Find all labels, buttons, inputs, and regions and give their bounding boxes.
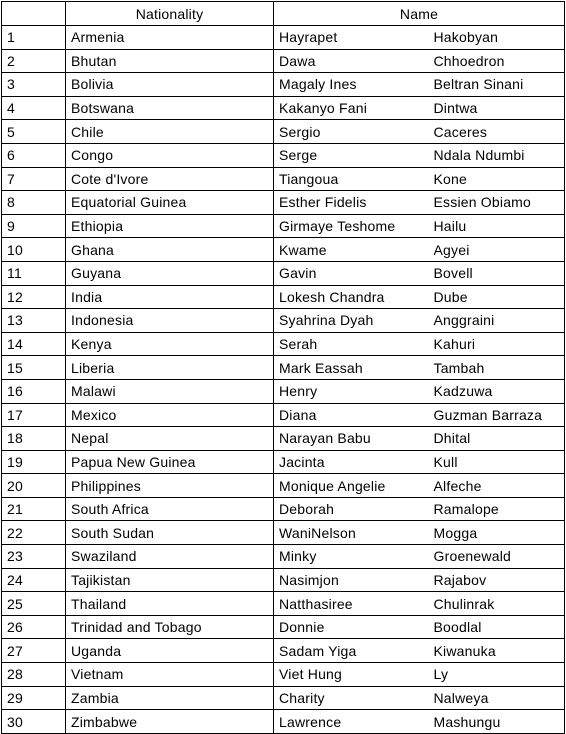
family-name-cell: Kahuri — [429, 332, 565, 356]
row-number: 22 — [2, 521, 66, 545]
given-name-cell: WaniNelson — [274, 521, 429, 545]
table-row — [2, 663, 565, 687]
nationality-cell: Kenya — [66, 332, 274, 356]
family-name-cell: Anggraini — [429, 309, 565, 333]
nationality-cell: Equatorial Guinea — [66, 191, 274, 215]
table-row — [2, 143, 565, 167]
family-name-cell: Chulinrak — [429, 592, 565, 616]
given-name-cell: Lokesh Chandra — [274, 285, 429, 309]
row-number: 16 — [2, 379, 66, 403]
family-name-cell: Kiwanuka — [429, 639, 565, 663]
nationality-cell: Swaziland — [66, 545, 274, 569]
nationality-cell: Tajikistan — [66, 568, 274, 592]
participants-table — [1, 1, 565, 734]
row-number: 13 — [2, 309, 66, 333]
given-name-cell: Mark Eassah — [274, 356, 429, 380]
nationality-column-header: Nationality — [66, 2, 274, 26]
nationality-cell: Papua New Guinea — [66, 450, 274, 474]
row-number: 1 — [2, 26, 66, 50]
table-row — [2, 191, 565, 215]
nationality-cell: Congo — [66, 143, 274, 167]
row-number: 21 — [2, 497, 66, 521]
given-name-cell: Charity — [274, 686, 429, 710]
given-name-cell: Nasimjon — [274, 568, 429, 592]
given-name-cell: Serge — [274, 143, 429, 167]
nationality-cell: Ethiopia — [66, 214, 274, 238]
table-row — [2, 356, 565, 380]
nationality-cell: Uganda — [66, 639, 274, 663]
row-number: 12 — [2, 285, 66, 309]
given-name-cell: Sadam Yiga — [274, 639, 429, 663]
table-row — [2, 285, 565, 309]
nationality-cell: Thailand — [66, 592, 274, 616]
row-number: 17 — [2, 403, 66, 427]
row-number: 27 — [2, 639, 66, 663]
family-name-cell: Rajabov — [429, 568, 565, 592]
given-name-cell: Magaly Ines — [274, 73, 429, 97]
given-name-cell: Gavin — [274, 261, 429, 285]
family-name-cell: Alfeche — [429, 474, 565, 498]
family-name-cell: Kull — [429, 450, 565, 474]
nationality-cell: Cote d'Ivore — [66, 167, 274, 191]
table-row — [2, 639, 565, 663]
table-row — [2, 261, 565, 285]
nationality-cell: Armenia — [66, 26, 274, 50]
family-name-cell: Tambah — [429, 356, 565, 380]
row-number: 14 — [2, 332, 66, 356]
family-name-cell: Hakobyan — [429, 26, 565, 50]
row-number: 9 — [2, 214, 66, 238]
family-name-cell: Boodlal — [429, 615, 565, 639]
given-name-cell: Hayrapet — [274, 26, 429, 50]
given-name-cell: Girmaye Teshome — [274, 214, 429, 238]
given-name-cell: Kwame — [274, 238, 429, 262]
nationality-cell: Liberia — [66, 356, 274, 380]
given-name-cell: Serah — [274, 332, 429, 356]
given-name-cell: Lawrence — [274, 710, 429, 734]
given-name-cell: Monique Angelie — [274, 474, 429, 498]
given-name-cell: Sergio — [274, 120, 429, 144]
row-number: 30 — [2, 710, 66, 734]
table-row — [2, 73, 565, 97]
row-number: 20 — [2, 474, 66, 498]
table-row — [2, 309, 565, 333]
given-name-cell: Henry — [274, 379, 429, 403]
nationality-cell: Indonesia — [66, 309, 274, 333]
table-row — [2, 568, 565, 592]
table-row — [2, 379, 565, 403]
given-name-cell: Deborah — [274, 497, 429, 521]
row-number: 23 — [2, 545, 66, 569]
row-number: 28 — [2, 663, 66, 687]
table-row — [2, 545, 565, 569]
family-name-cell: Kone — [429, 167, 565, 191]
family-name-cell: Dube — [429, 285, 565, 309]
table-row — [2, 167, 565, 191]
table-row — [2, 450, 565, 474]
table-row — [2, 332, 565, 356]
nationality-cell: Vietnam — [66, 663, 274, 687]
family-name-cell: Dhital — [429, 427, 565, 451]
row-number: 26 — [2, 615, 66, 639]
row-number: 2 — [2, 49, 66, 73]
row-number: 24 — [2, 568, 66, 592]
given-name-cell: Dawa — [274, 49, 429, 73]
nationality-cell: Guyana — [66, 261, 274, 285]
family-name-cell: Ramalope — [429, 497, 565, 521]
family-name-cell: Bovell — [429, 261, 565, 285]
row-number: 11 — [2, 261, 66, 285]
row-number: 7 — [2, 167, 66, 191]
row-number: 15 — [2, 356, 66, 380]
nationality-cell: India — [66, 285, 274, 309]
row-number: 8 — [2, 191, 66, 215]
table-row — [2, 96, 565, 120]
header-row — [2, 2, 565, 26]
given-name-cell: Natthasiree — [274, 592, 429, 616]
nationality-cell: Nepal — [66, 427, 274, 451]
family-name-cell: Ndala Ndumbi — [429, 143, 565, 167]
nationality-cell: Mexico — [66, 403, 274, 427]
nationality-cell: Philippines — [66, 474, 274, 498]
number-column-header — [2, 2, 66, 26]
given-name-cell: Diana — [274, 403, 429, 427]
family-name-cell: Ly — [429, 663, 565, 687]
nationality-cell: Bolivia — [66, 73, 274, 97]
table-row — [2, 592, 565, 616]
table-row — [2, 615, 565, 639]
row-number: 19 — [2, 450, 66, 474]
row-number: 29 — [2, 686, 66, 710]
table-row — [2, 403, 565, 427]
table-row — [2, 26, 565, 50]
given-name-cell: Esther Fidelis — [274, 191, 429, 215]
family-name-cell: Groenewald — [429, 545, 565, 569]
family-name-cell: Guzman Barraza — [429, 403, 565, 427]
table-row — [2, 686, 565, 710]
family-name-cell: Hailu — [429, 214, 565, 238]
family-name-cell: Nalweya — [429, 686, 565, 710]
family-name-cell: Essien Obiamo — [429, 191, 565, 215]
given-name-cell: Minky — [274, 545, 429, 569]
row-number: 18 — [2, 427, 66, 451]
table-body — [2, 26, 565, 734]
nationality-cell: South Africa — [66, 497, 274, 521]
table-row — [2, 49, 565, 73]
given-name-cell: Kakanyo Fani — [274, 96, 429, 120]
given-name-cell: Jacinta — [274, 450, 429, 474]
table-row — [2, 497, 565, 521]
row-number: 6 — [2, 143, 66, 167]
given-name-cell: Viet Hung — [274, 663, 429, 687]
family-name-cell: Agyei — [429, 238, 565, 262]
nationality-cell: Malawi — [66, 379, 274, 403]
nationality-cell: Bhutan — [66, 49, 274, 73]
nationality-cell: Zambia — [66, 686, 274, 710]
nationality-cell: Botswana — [66, 96, 274, 120]
table-row — [2, 238, 565, 262]
given-name-cell: Narayan Babu — [274, 427, 429, 451]
given-name-cell: Tiangoua — [274, 167, 429, 191]
nationality-cell: Ghana — [66, 238, 274, 262]
family-name-cell: Mashungu — [429, 710, 565, 734]
given-name-cell: Syahrina Dyah — [274, 309, 429, 333]
nationality-cell: Chile — [66, 120, 274, 144]
name-column-header: Name — [274, 2, 565, 26]
table-row — [2, 474, 565, 498]
family-name-cell: Chhoedron — [429, 49, 565, 73]
row-number: 3 — [2, 73, 66, 97]
nationality-cell: Trinidad and Tobago — [66, 615, 274, 639]
given-name-cell: Donnie — [274, 615, 429, 639]
table-row — [2, 521, 565, 545]
family-name-cell: Caceres — [429, 120, 565, 144]
nationality-cell: Zimbabwe — [66, 710, 274, 734]
row-number: 5 — [2, 120, 66, 144]
family-name-cell: Mogga — [429, 521, 565, 545]
family-name-cell: Kadzuwa — [429, 379, 565, 403]
family-name-cell: Beltran Sinani — [429, 73, 565, 97]
table-row — [2, 427, 565, 451]
row-number: 25 — [2, 592, 66, 616]
table-row — [2, 214, 565, 238]
family-name-cell: Dintwa — [429, 96, 565, 120]
table-row — [2, 710, 565, 734]
table-row — [2, 120, 565, 144]
nationality-cell: South Sudan — [66, 521, 274, 545]
row-number: 10 — [2, 238, 66, 262]
row-number: 4 — [2, 96, 66, 120]
